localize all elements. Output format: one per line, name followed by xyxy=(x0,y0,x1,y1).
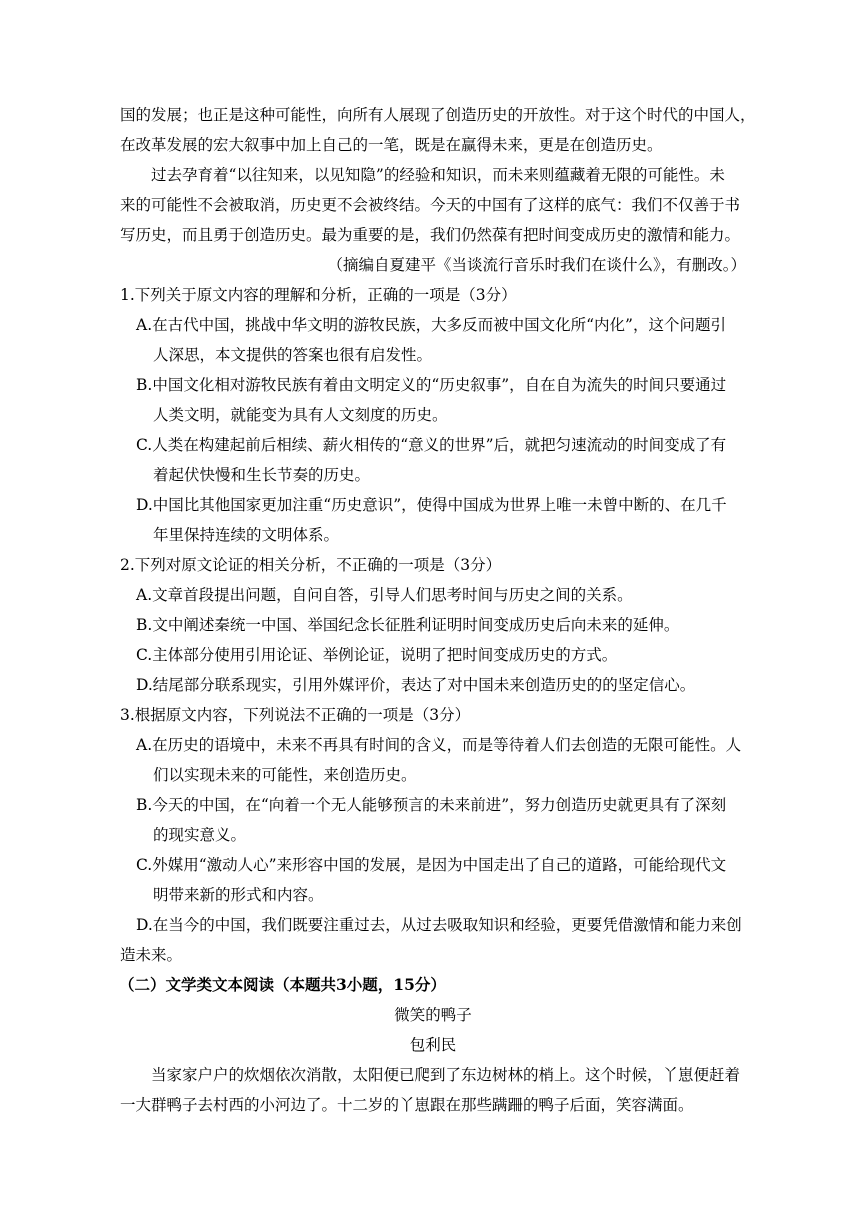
question-stem: 3.根据原文内容，下列说法不正确的一项是（3分） xyxy=(120,706,471,724)
option-b: B.中国文化相对游牧民族有着由文明定义的“历史叙事”，自在自为流失的时间只要通过 xyxy=(136,376,727,394)
passage-line: 来的可能性不会被取消，历史更不会被终结。今天的中国有了这样的底气：我们不仅善于书 xyxy=(120,196,741,214)
passage-line: 在改革发展的宏大叙事中加上自己的一笔，既是在赢得未来，更是在创造历史。 xyxy=(120,136,663,154)
option-a-cont: 们以实现未来的可能性，来创造历史。 xyxy=(153,766,417,784)
option-c-cont: 着起伏快慢和生长节奏的历史。 xyxy=(153,466,371,484)
option-c: C.主体部分使用引用论证、举例论证，说明了把时间变成历史的方式。 xyxy=(136,646,618,664)
passage-line: 国的发展；也正是这种可能性，向所有人展现了创造历史的开放性。对于这个时代的中国人， xyxy=(120,106,756,124)
question-stem: 1.下列关于原文内容的理解和分析，正确的一项是（3分） xyxy=(120,286,517,304)
option-b: B.文中阐述秦统一中国、举国纪念长征胜利证明时间变成历史后向未来的延伸。 xyxy=(136,616,680,634)
option-d: D.结尾部分联系现实，引用外媒评价，表达了对中国未来创造历史的的坚定信心。 xyxy=(136,676,696,694)
option-c-cont: 明带来新的形式和内容。 xyxy=(153,886,324,904)
option-d-cont: 造未来。 xyxy=(120,946,183,964)
option-d: D.在当今的中国，我们既要注重过去，从过去吸取知识和经验，更要凭借激情和能力来创 xyxy=(136,916,742,934)
story-line: 一大群鸭子去村西的小河边了。十二岁的丫崽跟在那些蹒跚的鸭子后面，笑容满面。 xyxy=(120,1096,694,1114)
option-a: A.文章首段提出问题，自问自答，引导人们思考时间与历史之间的关系。 xyxy=(136,586,633,604)
option-b-cont: 的现实意义。 xyxy=(153,826,247,844)
passage-source: （摘编自夏建平《当谈流行音乐时我们在谈什么》，有删改。） xyxy=(327,256,746,274)
option-a: A.在古代中国，挑战中华文明的游牧民族，大多反而被中国文化所“内化”，这个问题引 xyxy=(136,316,726,334)
option-b-cont: 人类文明，就能变为具有人文刻度的历史。 xyxy=(153,406,448,424)
option-b: B.今天的中国，在“向着一个无人能够预言的未来前进”，努力创造历史就更具有了深刻 xyxy=(136,796,727,814)
section-heading: （二）文学类文本阅读（本题共3小题，15分） xyxy=(119,975,446,994)
passage-line: 写历史，而且勇于创造历史。最为重要的是，我们仍然葆有把时间变成历史的激情和能力。 xyxy=(120,226,741,244)
story-title: 微笑的鸭子 xyxy=(394,1006,472,1024)
option-d: D.中国比其他国家更加注重“历史意识”，使得中国成为世界上唯一未曾中断的、在几千 xyxy=(136,496,727,514)
option-c: C.人类在构建起前后相续、薪火相传的“意义的世界”后，就把匀速流动的时间变成了有 xyxy=(136,436,727,454)
passage-line: 过去孕育着“以往知来，以见知隐”的经验和知识，而未来则蕴藏着无限的可能性。未 xyxy=(151,166,725,184)
option-a: A.在历史的语境中，未来不再具有时间的含义，而是等待着人们去创造的无限可能性。人 xyxy=(136,736,742,754)
option-c: C.外媒用“激动人心”来形容中国的发展，是因为中国走出了自己的道路，可能给现代文 xyxy=(136,856,727,874)
option-a-cont: 人深思，本文提供的答案也很有启发性。 xyxy=(153,346,433,364)
option-d-cont: 年里保持连续的文明体系。 xyxy=(153,526,340,544)
story-line: 当家家户户的炊烟依次消散，太阳便已爬到了东边树林的梢上。这个时候，丫崽便赶着 xyxy=(151,1066,741,1084)
story-author: 包利民 xyxy=(409,1036,457,1054)
document-page xyxy=(119,100,756,1120)
question-stem: 2.下列对原文论证的相关分析，不正确的一项是（3分） xyxy=(120,556,502,574)
